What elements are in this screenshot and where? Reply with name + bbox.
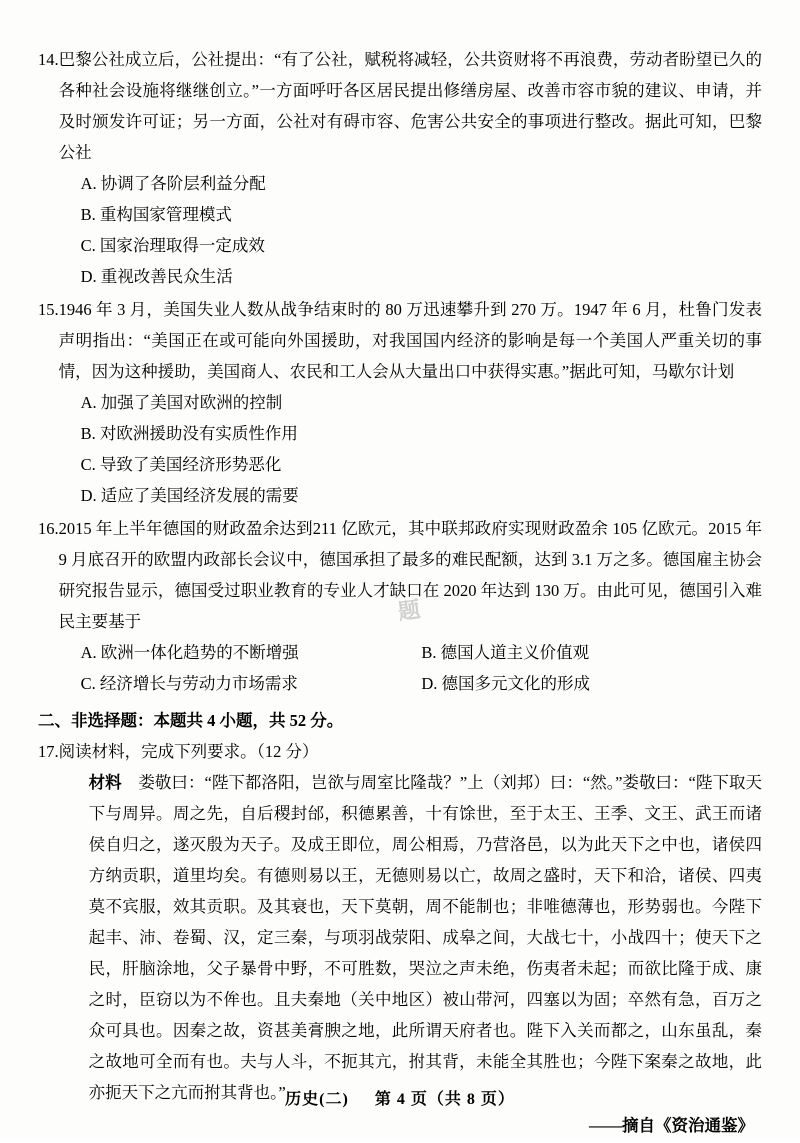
question-16-stem: 2015 年上半年德国的财政盈余达到211 亿欧元，其中联邦政府实现财政盈余 105 亿欧元。2015 年 9 月底召开的欧盟内政部长会议中，德国承担了最多的难民配额，达到 3.1 万之多。德国雇主协会研究报告显示，德国受过职业教育的专业人才缺口在 2020 年达到 130 万。由此可见，德国引入难民主要基于 xyxy=(58,519,762,631)
footer-subject: 历史(二) xyxy=(285,1091,349,1108)
option-c[interactable]: C. 经济增长与劳动力市场需求 xyxy=(80,674,298,693)
question-17 xyxy=(38,736,762,1141)
watermark: 题 xyxy=(396,596,422,625)
question-17-body xyxy=(59,736,762,1141)
question-14-options xyxy=(59,168,762,292)
question-14-stem: 巴黎公社成立后，公社提出：“有了公社，赋税将减轻，公共资财将不再浪费，劳动者盼望已久的各种社会设施将继继创立。”一方面呼吁各区居民提出修缮房屋、改善市容市貌的建议、申请，并及时颁发许可证；另一方面，公社对有碍市容、危害公共安全的事项进行整改。据此可知，巴黎公社 xyxy=(58,50,762,162)
option-b[interactable]: B. 对欧洲援助没有实质性作用 xyxy=(80,424,298,443)
material-text: 娄敬曰：“陛下都洛阳，岂欲与周室比隆哉？”上（刘邦）曰：“然。”娄敬曰：“陛下取天下与周异。周之先，自后稷封邰，积德累善，十有馀世，至于太王、王季、文王、武王而诸侯自归之，遂灭殷为天子。及成王即位，周公相焉，乃营洛邑，以为此天下之中也，诸侯四方纳贡职，道里均矣。有德则易以王，无德则易以亡，故周之盛时，天下和洽，诸侯、四夷莫不宾服，效其贡职。及其衰也，天下莫朝，周不能制也；非唯德薄也，形势弱也。今陛下起丰、沛、卷蜀、汉，定三秦，与项羽战荥阳、成皋之间，大战七十，小战四十；使天下之民，肝脑涂地，父子暴骨中野，不可胜数，哭泣之声未绝，伤夷者未起；而欲比隆于成、康之时，臣窃以为不侔也。且夫秦地（关中地区）被山带河，四塞以为固；卒然有急，百万之众可具也。因秦之故，资甚美膏腴之地，此所谓天府者也。陛下入关而都之，山东虽乱，秦之故地可全而有也。夫与人斗，不扼其亢，拊其背，未能全其胜也；今陛下案秦之故地，此亦扼天下之亢而拊其背也。” xyxy=(88,773,763,1102)
question-15-stem: 1946 年 3 月，美国失业人数从战争结束时的 80 万迅速攀升到 270 万。1947 年 6 月，杜鲁门发表声明指出：“美国正在或可能向外国援助，对我国国内经济的影响是每一个美国人严重关切的事情，因为这种援助，美国商人、农民和工人会从大量出口中获得实惠。”据此可知，马歇尔计划 xyxy=(58,300,763,381)
question-15-number: 15. xyxy=(38,300,59,319)
option-a[interactable]: A. 欧洲一体化趋势的不断增强 xyxy=(80,643,299,662)
question-14-number: 14. xyxy=(38,50,59,69)
option-a[interactable]: A. 协调了各阶层利益分配 xyxy=(80,174,266,193)
question-14-body xyxy=(59,44,762,292)
material-label: 材料 xyxy=(88,773,122,792)
option-d[interactable]: D. 适应了美国经济发展的需要 xyxy=(80,486,299,505)
question-16-options xyxy=(59,637,762,699)
footer-page-number: 第 4 页（共 8 页） xyxy=(374,1091,515,1108)
option-b[interactable]: B. 重构国家管理模式 xyxy=(80,205,232,224)
material-source: ——摘自《资治通鉴》 xyxy=(589,1116,754,1135)
option-c[interactable]: C. 国家治理取得一定成效 xyxy=(80,236,265,255)
question-14 xyxy=(38,44,762,292)
section-2-heading: 二、非选择题：本题共 4 小题，共 52 分。 xyxy=(38,711,344,730)
question-15-options xyxy=(59,387,762,511)
question-17-material xyxy=(59,767,762,1108)
question-16-body xyxy=(59,513,762,699)
option-d[interactable]: D. 德国多元文化的形成 xyxy=(421,674,590,693)
page-footer xyxy=(0,1086,800,1109)
option-a[interactable]: A. 加强了美国对欧洲的控制 xyxy=(80,393,283,412)
option-c[interactable]: C. 导致了美国经济形势恶化 xyxy=(80,455,282,474)
question-15 xyxy=(38,294,762,511)
option-b[interactable]: B. 德国人道主义价值观 xyxy=(421,643,590,662)
question-17-number: 17. xyxy=(38,742,59,761)
option-d[interactable]: D. 重视改善民众生活 xyxy=(80,267,233,286)
page-content xyxy=(38,44,762,1143)
question-17-prompt: 阅读材料，完成下列要求。（12 分） xyxy=(58,742,319,761)
question-16 xyxy=(38,513,762,699)
question-16-number: 16. xyxy=(38,519,59,538)
question-15-body xyxy=(59,294,762,511)
